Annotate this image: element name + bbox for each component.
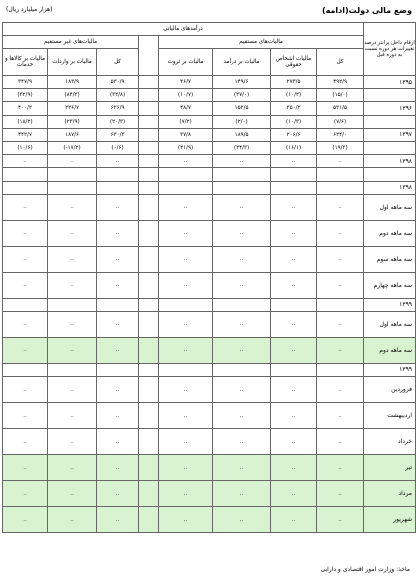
table-cell: .. [213, 246, 271, 272]
gap-cell [139, 168, 159, 181]
table-cell: (۱۷/۲-) [48, 141, 97, 154]
table-cell: .. [48, 311, 97, 337]
col-goods-services-tax: مالیات بر کالاها و خدمات [3, 49, 48, 76]
table-cell [3, 168, 48, 181]
gap-cell [139, 429, 159, 455]
table-row [3, 194, 416, 220]
table-cell: .. [97, 220, 139, 246]
table-row [3, 220, 416, 246]
table-cell: .. [317, 337, 364, 363]
row-label: سه ماهه چهارم [364, 272, 416, 298]
table-cell: .. [271, 220, 317, 246]
table-cell: ۳۵۰/۳ [271, 102, 317, 115]
table-cell: ۲۰۶/۶ [271, 128, 317, 141]
table-row [3, 337, 416, 363]
table-cell: .. [97, 481, 139, 507]
row-label: سه ماهه اول [364, 194, 416, 220]
table-cell: .. [213, 455, 271, 481]
table-cell: .. [317, 155, 364, 168]
row-label: ۱۳۹۸ [364, 181, 416, 194]
table-cell [3, 181, 48, 194]
table-cell: .. [213, 220, 271, 246]
table-cell: .. [213, 507, 271, 533]
table-cell: ۴۹۲/۹ [317, 76, 364, 89]
row-label: شهریور [364, 507, 416, 533]
table-cell: .. [159, 155, 213, 168]
table-cell: (۲۳/۹) [48, 115, 97, 128]
header-gap-2 [139, 49, 159, 76]
table-cell: .. [159, 429, 213, 455]
table-cell: .. [97, 507, 139, 533]
table-cell: .. [317, 220, 364, 246]
gap-cell [139, 272, 159, 298]
table-cell: .. [48, 455, 97, 481]
table-cell: .. [213, 311, 271, 337]
row-label [364, 89, 416, 102]
row-label: اردیبهشت [364, 403, 416, 429]
table-body [3, 76, 416, 533]
table-cell: .. [159, 377, 213, 403]
table-cell [159, 298, 213, 311]
table-cell: .. [48, 481, 97, 507]
gap-cell [139, 128, 159, 141]
table-cell: .. [3, 246, 48, 272]
row-label: سه ماهه دوم [364, 220, 416, 246]
table-row [3, 311, 416, 337]
table-cell [3, 298, 48, 311]
source-footer: ماخذ: وزارت امور اقتصادی و دارایی [320, 566, 410, 573]
table-cell [213, 298, 271, 311]
table-cell: (۱۰/۲) [271, 89, 317, 102]
table-cell [3, 363, 48, 376]
table-cell: .. [48, 272, 97, 298]
table-row [3, 141, 416, 154]
gap-cell [139, 403, 159, 429]
gap-cell [139, 76, 159, 89]
col-total-direct: کل [317, 49, 364, 76]
table-cell: ۶۳۰/۳ [97, 128, 139, 141]
table-cell: .. [3, 337, 48, 363]
gap-cell [139, 455, 159, 481]
table-cell: .. [271, 507, 317, 533]
table-cell: .. [97, 429, 139, 455]
table-cell [271, 181, 317, 194]
table-cell: .. [271, 194, 317, 220]
table-cell: (۱۰/۳) [271, 115, 317, 128]
table-cell: (۲۴/۳) [213, 141, 271, 154]
table-cell [97, 363, 139, 376]
table-cell: ۴۰۰/۲ [3, 102, 48, 115]
table-cell: .. [159, 220, 213, 246]
table-cell: .. [317, 455, 364, 481]
table-cell: ۲۷۳/۵ [271, 76, 317, 89]
col-income-tax: مالیات بر درآمد [213, 49, 271, 76]
table-cell: (۱۵/۰) [317, 89, 364, 102]
table-cell: .. [271, 272, 317, 298]
table-cell: .. [213, 403, 271, 429]
table-cell: .. [48, 155, 97, 168]
table-row [3, 102, 416, 115]
table-cell: (۲۷/۰) [213, 89, 271, 102]
table-cell: ۱۵۲/۵ [213, 102, 271, 115]
table-cell: .. [159, 481, 213, 507]
table-cell: (۰/۶) [97, 141, 139, 154]
table-cell [159, 168, 213, 181]
table-cell: .. [3, 507, 48, 533]
table-cell: ۱۸۹/۵ [213, 128, 271, 141]
table-cell: ۵۳۱/۵ [317, 102, 364, 115]
table-cell: .. [213, 481, 271, 507]
table-cell: .. [213, 155, 271, 168]
table-cell: .. [3, 481, 48, 507]
table-cell: (۳۲/۹) [3, 89, 48, 102]
table-row [3, 481, 416, 507]
table-cell [317, 363, 364, 376]
gap-cell [139, 481, 159, 507]
row-label [364, 168, 416, 181]
row-label: مرداد [364, 481, 416, 507]
table-cell: .. [97, 194, 139, 220]
table-cell: .. [48, 220, 97, 246]
table-cell: (۱۹/۳) [317, 141, 364, 154]
gap-cell [139, 194, 159, 220]
table-cell: .. [271, 155, 317, 168]
table-cell: .. [317, 194, 364, 220]
table-row [3, 377, 416, 403]
gap-cell [139, 311, 159, 337]
table-cell: .. [271, 377, 317, 403]
table-cell: .. [271, 403, 317, 429]
gap-cell [139, 298, 159, 311]
row-label: ۱۳۹۸ [364, 155, 416, 168]
gap-cell [139, 377, 159, 403]
table-cell: ۱۴۹/۶ [213, 76, 271, 89]
table-cell: .. [3, 429, 48, 455]
table-cell: .. [3, 155, 48, 168]
table-cell [97, 181, 139, 194]
table-cell: .. [97, 455, 139, 481]
table-cell: .. [317, 246, 364, 272]
table-cell: ۱۸۳/۹ [48, 76, 97, 89]
gap-cell [139, 89, 159, 102]
gap-cell [139, 102, 159, 115]
table-row [3, 403, 416, 429]
col-legal-entities: مالیات اشخاص حقوقی [271, 49, 317, 76]
table-row [3, 155, 416, 168]
table-cell: .. [271, 246, 317, 272]
row-label: ۱۳۹۹ [364, 298, 416, 311]
table-cell: .. [271, 455, 317, 481]
table-cell: .. [271, 481, 317, 507]
table-row [3, 128, 416, 141]
table-cell: (۷/۶) [317, 115, 364, 128]
table-cell: ۲۲۶/۷ [48, 102, 97, 115]
table-cell: (۸۴/۳) [48, 89, 97, 102]
row-label: سه ماهه اول [364, 311, 416, 337]
table-cell [271, 298, 317, 311]
table-cell [48, 363, 97, 376]
table-cell: (۲۱/۹) [159, 141, 213, 154]
table-cell: (۲۰/۳) [97, 115, 139, 128]
col-import-tax: مالیات بر واردات [48, 49, 97, 76]
table-cell: .. [48, 377, 97, 403]
table-cell: .. [213, 377, 271, 403]
table-cell [48, 298, 97, 311]
row-label [364, 115, 416, 128]
row-label: فروردین [364, 377, 416, 403]
table-cell [97, 168, 139, 181]
row-label: خرداد [364, 429, 416, 455]
col-wealth-tax: مالیات بر ثروت [159, 49, 213, 76]
table-cell: .. [213, 272, 271, 298]
table-cell [159, 181, 213, 194]
row-label: ۱۳۹۵ [364, 76, 416, 89]
table-cell: ۴۶/۷ [159, 76, 213, 89]
row-label: ۱۳۹۹ [364, 363, 416, 376]
table-cell: .. [159, 507, 213, 533]
table-cell: (۱۶/۱) [271, 141, 317, 154]
table-cell: ۴۸/۷ [159, 102, 213, 115]
table-cell [213, 363, 271, 376]
table-cell: ۶۲۶/۹ [97, 102, 139, 115]
row-label: تیر [364, 455, 416, 481]
table-row [3, 181, 416, 194]
table-cell: .. [159, 194, 213, 220]
table-cell: .. [3, 403, 48, 429]
table-cell [97, 298, 139, 311]
table-cell: .. [3, 220, 48, 246]
table-row [3, 363, 416, 376]
table-cell: .. [317, 403, 364, 429]
table-cell: .. [317, 272, 364, 298]
table-row [3, 76, 416, 89]
table-cell: (۱۰/۶) [3, 141, 48, 154]
table-cell: .. [97, 377, 139, 403]
table-cell: .. [48, 507, 97, 533]
table-cell [271, 363, 317, 376]
table-cell [317, 298, 364, 311]
gap-cell [139, 246, 159, 272]
table-cell: .. [48, 403, 97, 429]
table-cell: ۵۳۰/۹ [97, 76, 139, 89]
row-label [364, 141, 416, 154]
table-cell: .. [3, 377, 48, 403]
table-cell: .. [159, 403, 213, 429]
gap-cell [139, 155, 159, 168]
row-label: ۱۳۹۶ [364, 102, 416, 115]
table-cell: .. [271, 311, 317, 337]
table-cell: .. [97, 246, 139, 272]
table-cell: .. [48, 246, 97, 272]
table-cell: .. [97, 337, 139, 363]
table-cell [48, 168, 97, 181]
gap-cell [139, 507, 159, 533]
table-row [3, 246, 416, 272]
table-row [3, 272, 416, 298]
table-cell: .. [48, 194, 97, 220]
gap-cell [139, 141, 159, 154]
table-cell: (۱۸/۲) [3, 115, 48, 128]
table-cell [271, 168, 317, 181]
table-row [3, 89, 416, 102]
table-cell [317, 181, 364, 194]
direct-taxes-header: مالیات‌های مستقیم [159, 36, 364, 49]
fiscal-table [2, 22, 416, 533]
table-cell: .. [97, 403, 139, 429]
table-cell: ۶۲۴/۰ [317, 128, 364, 141]
table-cell: .. [3, 272, 48, 298]
table-row [3, 115, 416, 128]
table-cell [48, 181, 97, 194]
gap-cell [139, 181, 159, 194]
table-cell: .. [159, 455, 213, 481]
unit-label: (هزار میلیارد ریال) [6, 6, 53, 13]
table-cell: .. [3, 455, 48, 481]
table-cell: .. [317, 429, 364, 455]
table-cell: (۲/۰) [213, 115, 271, 128]
table-cell: .. [317, 311, 364, 337]
table-cell: ۱۸۷/۶ [48, 128, 97, 141]
table-cell: .. [271, 429, 317, 455]
gap-cell [139, 115, 159, 128]
table-cell [317, 168, 364, 181]
indirect-taxes-header: مالیات‌های غیر مستقیم [3, 36, 139, 49]
header-gap [139, 36, 159, 49]
table-cell: .. [97, 311, 139, 337]
table-cell [213, 181, 271, 194]
gap-cell [139, 363, 159, 376]
table-cell: ۴۴۲/۷ [3, 128, 48, 141]
table-cell [213, 168, 271, 181]
table-cell: .. [97, 272, 139, 298]
table-cell: (۷/۲) [159, 115, 213, 128]
table-cell: .. [317, 377, 364, 403]
col-total-indirect: کل [97, 49, 139, 76]
table-row [3, 507, 416, 533]
table-cell: .. [213, 194, 271, 220]
row-label: سه ماهه سوم [364, 246, 416, 272]
table-cell: .. [48, 337, 97, 363]
table-cell: .. [317, 507, 364, 533]
table-cell: .. [271, 337, 317, 363]
table-cell: .. [48, 429, 97, 455]
table-cell: (۳۲/۸) [97, 89, 139, 102]
table-cell: .. [213, 337, 271, 363]
table-cell: ۳۴۷/۹ [3, 76, 48, 89]
gap-cell [139, 220, 159, 246]
row-label: ۱۳۹۷ [364, 128, 416, 141]
table-cell: .. [3, 311, 48, 337]
table-cell: .. [159, 246, 213, 272]
gap-cell [139, 337, 159, 363]
table-cell: .. [97, 155, 139, 168]
tax-revenues-header: درآمدهای مالیاتی [3, 23, 364, 36]
table-row [3, 429, 416, 455]
table-cell: ۳۷/۸ [159, 128, 213, 141]
table-cell: .. [213, 429, 271, 455]
table-row [3, 455, 416, 481]
table-cell: .. [159, 337, 213, 363]
table-cell: .. [3, 194, 48, 220]
period-header: ارقام داخل پرانتز درصد تغییرات هر دوره نسبت به دوره قبل [364, 23, 416, 76]
table-row [3, 168, 416, 181]
table-cell: .. [159, 272, 213, 298]
table-cell: .. [159, 311, 213, 337]
table-row [3, 298, 416, 311]
table-cell: (۱۰/۷) [159, 89, 213, 102]
row-label: سه ماهه دوم [364, 337, 416, 363]
page-title: وضع مالی دولت(ادامه) [321, 6, 412, 15]
table-cell: .. [317, 481, 364, 507]
table-cell [159, 363, 213, 376]
